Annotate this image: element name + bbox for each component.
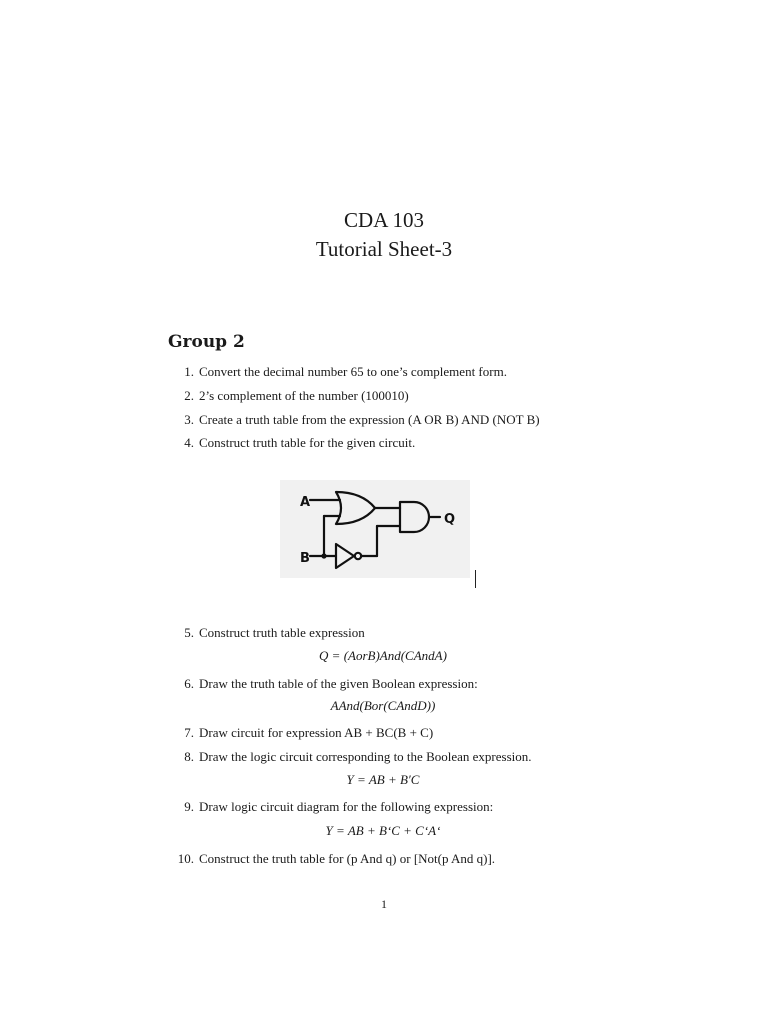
question-text: Convert the decimal number 65 to one’s complement form. — [199, 364, 507, 379]
question-2 — [150, 387, 600, 405]
question-10 — [150, 850, 600, 868]
question-8 — [150, 748, 600, 766]
question-number: 9. — [184, 799, 194, 814]
or-gate — [336, 492, 375, 524]
question-text: 2’s complement of the number (100010) — [199, 388, 409, 403]
question-number: 5. — [184, 625, 194, 640]
logic-circuit-figure — [280, 480, 470, 578]
question-7 — [150, 724, 600, 742]
group-heading: Group 2 — [168, 332, 245, 352]
question-text: Construct truth table for the given circuit. — [199, 435, 416, 450]
question-number: 8. — [184, 749, 194, 764]
formula-9: Y = AB + B‘C + C‘A‘ — [325, 823, 441, 838]
text-cursor — [475, 570, 476, 588]
sheet-title: Tutorial Sheet-3 — [315, 237, 453, 261]
question-number: 3. — [184, 412, 194, 427]
question-number: 7. — [184, 725, 194, 740]
question-1 — [150, 363, 600, 381]
formula-6: AAnd(Bor(CAndD)) — [330, 698, 436, 713]
question-text: Draw the truth table of the given Boolean expression: — [199, 676, 478, 691]
not-gate — [336, 544, 354, 568]
question-number: 1. — [184, 364, 194, 379]
circuit-label-q: Q — [444, 512, 456, 527]
question-6 — [150, 675, 600, 693]
question-text: Draw the logic circuit corresponding to the Boolean expression. — [199, 749, 532, 764]
junction-dot — [321, 553, 326, 558]
logic-circuit-diagram — [280, 480, 470, 578]
question-text: Construct truth table expression — [199, 625, 365, 640]
circuit-label-a: A — [300, 495, 311, 510]
and-gate — [400, 502, 429, 532]
question-number: 10. — [177, 851, 194, 866]
question-4 — [150, 434, 600, 452]
question-number: 6. — [184, 676, 194, 691]
question-5 — [150, 624, 600, 642]
formula-5: Q = (AorB)And(CAndA) — [319, 648, 447, 663]
question-text: Draw logic circuit diagram for the following expression: — [199, 799, 494, 814]
question-text: Construct the truth table for (p And q) or [Not(p And q)]. — [199, 851, 496, 866]
question-number: 2. — [184, 388, 194, 403]
question-text: Create a truth table from the expression (A OR B) AND (NOT B) — [199, 412, 540, 427]
question-3 — [150, 411, 600, 429]
formula-8: Y = AB + B′C — [346, 772, 420, 787]
page-number: 1 — [381, 897, 387, 911]
question-text: Draw circuit for expression AB + BC(B + C) — [199, 725, 434, 740]
course-code: CDA 103 — [344, 208, 424, 232]
circuit-label-b: B — [300, 551, 310, 566]
question-9 — [150, 798, 600, 816]
question-number: 4. — [184, 435, 194, 450]
